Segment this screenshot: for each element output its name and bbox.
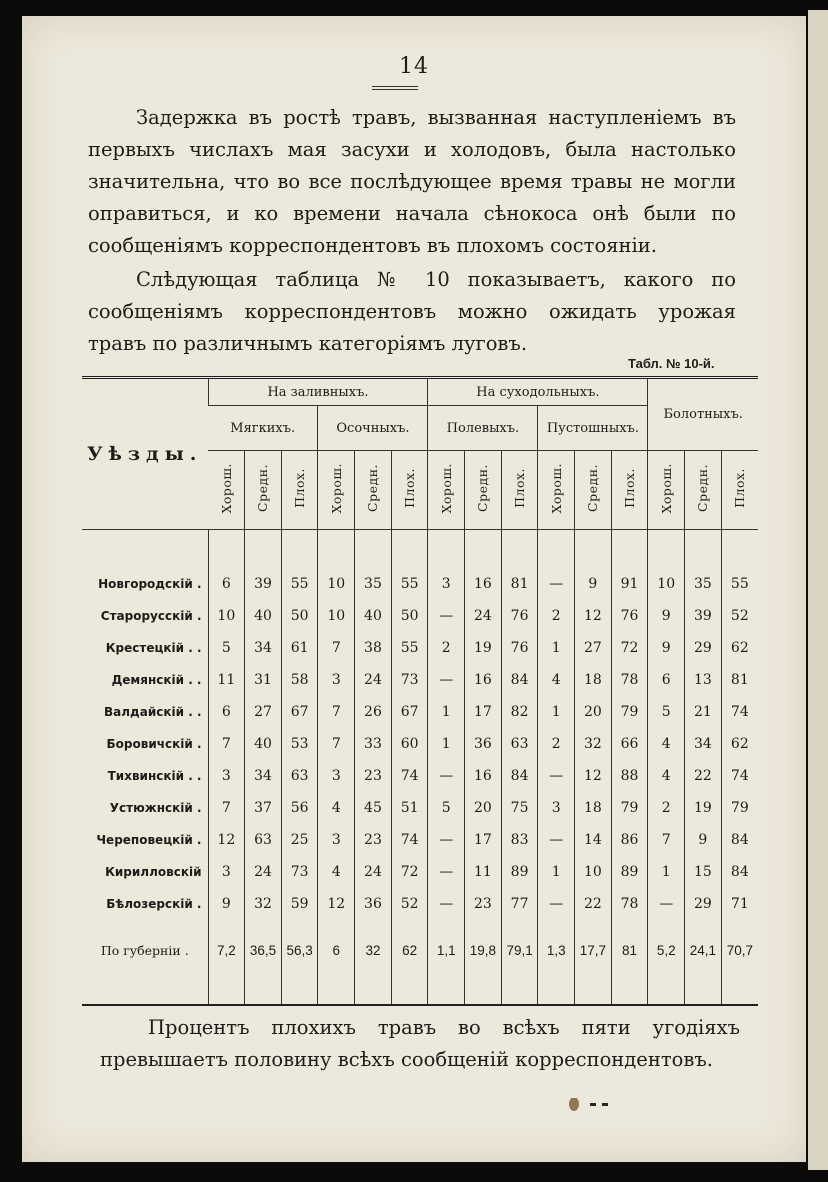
spacer-cell — [685, 980, 722, 1005]
value-cell: 24 — [465, 600, 502, 632]
value-cell: 39 — [245, 568, 282, 600]
value-cell: 88 — [611, 760, 648, 792]
spacer-cell — [355, 980, 392, 1005]
page-number-rule — [372, 86, 418, 90]
spacer-cell — [465, 530, 502, 569]
value-cell: 10 — [318, 600, 355, 632]
value-cell: 74 — [721, 760, 758, 792]
spacer-cell — [281, 530, 318, 569]
value-cell: 10 — [648, 568, 685, 600]
column-label — [355, 451, 392, 530]
spacer-cell — [465, 980, 502, 1005]
spacer-cell — [245, 530, 282, 569]
table-label: Табл. № 10-й. — [628, 356, 715, 371]
spacer-cell — [428, 530, 465, 569]
value-cell: 1 — [538, 632, 575, 664]
value-cell: 6 — [648, 664, 685, 696]
value-cell: 81 — [721, 664, 758, 696]
value-cell: 10 — [318, 568, 355, 600]
spacer-cell — [501, 530, 538, 569]
value-cell: 66 — [611, 728, 648, 760]
value-cell: 67 — [281, 696, 318, 728]
value-cell: 63 — [281, 760, 318, 792]
value-cell: — — [428, 600, 465, 632]
spacer-cell — [611, 980, 648, 1005]
county-name: Боровичскій . — [106, 737, 202, 751]
value-cell: 61 — [281, 632, 318, 664]
paragraph-drought-text: Задержка въ ростѣ травъ, вызванная наступленіемъ въ первыхъ числахъ мая засухи и холодовъ, была настолько значительна, что во все послѣдующее время травы не могли оправиться, и ко времени начала сѣнокоса онѣ были по сообщеніямъ корреспондентовъ въ плохомъ состояніи. — [88, 106, 736, 257]
spacer-cell — [82, 530, 208, 569]
column-label-text: Средн. — [695, 464, 711, 512]
subgroup-header-pustoshnykh: Пустошныхъ. — [538, 406, 648, 451]
county-name: Бѣлозерскій . — [106, 897, 202, 911]
spacer-cell — [721, 980, 758, 1005]
value-cell: 51 — [391, 792, 428, 824]
value-cell: 40 — [245, 728, 282, 760]
value-cell: 76 — [611, 600, 648, 632]
spacer-cell — [208, 530, 245, 569]
value-cell: 18 — [575, 664, 612, 696]
table-row — [82, 664, 758, 696]
value-cell: 37 — [245, 792, 282, 824]
value-cell: 52 — [721, 600, 758, 632]
column-label — [281, 451, 318, 530]
value-cell: 89 — [611, 856, 648, 888]
value-cell: 9 — [208, 888, 245, 920]
table-spacer-row — [82, 530, 758, 569]
value-cell: 4 — [538, 664, 575, 696]
value-cell: 40 — [245, 600, 282, 632]
column-label — [465, 451, 502, 530]
column-label — [538, 451, 575, 530]
value-cell: 23 — [465, 888, 502, 920]
value-cell: 1 — [428, 728, 465, 760]
value-cell: 24 — [355, 664, 392, 696]
value-cell: 15 — [685, 856, 722, 888]
value-cell: — — [428, 888, 465, 920]
value-cell: 62 — [721, 728, 758, 760]
value-cell: 19,8 — [465, 920, 502, 980]
column-label-text: Плох. — [622, 468, 638, 508]
value-cell: 76 — [501, 600, 538, 632]
value-cell: 35 — [685, 568, 722, 600]
value-cell: 5,2 — [648, 920, 685, 980]
county-name: Крестецкій . . — [105, 641, 202, 655]
value-cell: 32 — [245, 888, 282, 920]
county-name: Череповецкій . — [96, 833, 202, 847]
value-cell: 4 — [318, 856, 355, 888]
value-cell: 81 — [501, 568, 538, 600]
column-label — [391, 451, 428, 530]
column-label-text: Плох. — [402, 468, 418, 508]
value-cell: 9 — [575, 568, 612, 600]
column-label — [685, 451, 722, 530]
value-cell: 72 — [391, 856, 428, 888]
subgroup-header-bolotnykh: Болотныхъ. — [648, 378, 758, 451]
county-header: Уѣзды. — [82, 378, 208, 530]
table-row — [82, 600, 758, 632]
value-cell: 5 — [648, 696, 685, 728]
table-row — [82, 760, 758, 792]
value-cell: — — [538, 888, 575, 920]
value-cell: 79 — [611, 792, 648, 824]
value-cell: — — [428, 760, 465, 792]
value-cell: 10 — [208, 600, 245, 632]
table-row — [82, 856, 758, 888]
spacer-cell — [685, 530, 722, 569]
spacer-cell — [538, 530, 575, 569]
value-cell: 26 — [355, 696, 392, 728]
value-cell: 24 — [245, 856, 282, 888]
column-label — [428, 451, 465, 530]
value-cell: 36 — [465, 728, 502, 760]
value-cell: 74 — [391, 824, 428, 856]
table-row — [82, 696, 758, 728]
value-cell: 3 — [318, 824, 355, 856]
value-cell: 72 — [611, 632, 648, 664]
value-cell: 19 — [465, 632, 502, 664]
spacer-cell — [208, 980, 245, 1005]
value-cell: 36,5 — [245, 920, 282, 980]
ink-smudge — [568, 1098, 616, 1112]
column-label-text: Средн. — [365, 464, 381, 512]
value-cell: 70,7 — [721, 920, 758, 980]
spacer-cell — [281, 980, 318, 1005]
county-name: Кирилловскій — [105, 865, 202, 879]
spacer-cell — [245, 980, 282, 1005]
value-cell: 18 — [575, 792, 612, 824]
value-cell: 67 — [391, 696, 428, 728]
value-cell: 27 — [575, 632, 612, 664]
subgroup-header-osochnykh: Осочныхъ. — [318, 406, 428, 451]
value-cell: 19 — [685, 792, 722, 824]
value-cell: 27 — [245, 696, 282, 728]
value-cell: 7 — [208, 792, 245, 824]
value-cell: 53 — [281, 728, 318, 760]
column-label — [245, 451, 282, 530]
group-header-zalivnykh: На заливныхъ. — [208, 378, 428, 406]
county-name: Тихвинскій . . — [107, 769, 202, 783]
column-label-text: Средн. — [255, 464, 271, 512]
value-cell: 82 — [501, 696, 538, 728]
value-cell: 6 — [208, 696, 245, 728]
value-cell: 74 — [721, 696, 758, 728]
value-cell: — — [648, 888, 685, 920]
value-cell: 14 — [575, 824, 612, 856]
value-cell: 5 — [208, 632, 245, 664]
value-cell: 23 — [355, 760, 392, 792]
value-cell: 29 — [685, 888, 722, 920]
value-cell: 84 — [501, 760, 538, 792]
column-label — [611, 451, 648, 530]
value-cell: 16 — [465, 568, 502, 600]
value-cell: 55 — [391, 568, 428, 600]
value-cell: 12 — [208, 824, 245, 856]
value-cell: 4 — [648, 728, 685, 760]
column-label-text: Плох. — [292, 468, 308, 508]
paragraph-conclusion-text: Процентъ плохихъ травъ во всѣхъ пяти угодіяхъ превышаетъ половину всѣхъ сообщеній корреспондентовъ. — [100, 1016, 740, 1071]
table-row — [82, 632, 758, 664]
column-label — [501, 451, 538, 530]
value-cell: 45 — [355, 792, 392, 824]
value-cell: 63 — [501, 728, 538, 760]
value-cell: 7,2 — [208, 920, 245, 980]
value-cell: 17 — [465, 824, 502, 856]
value-cell: 3 — [208, 760, 245, 792]
value-cell: 25 — [281, 824, 318, 856]
table-row — [82, 792, 758, 824]
value-cell: 17,7 — [575, 920, 612, 980]
value-cell: 2 — [538, 600, 575, 632]
value-cell: 3 — [538, 792, 575, 824]
value-cell: — — [428, 856, 465, 888]
value-cell: 10 — [575, 856, 612, 888]
value-cell: 55 — [721, 568, 758, 600]
value-cell: 4 — [318, 792, 355, 824]
value-cell: 1,3 — [538, 920, 575, 980]
value-cell: 62 — [721, 632, 758, 664]
value-cell: 1 — [538, 696, 575, 728]
value-cell: 89 — [501, 856, 538, 888]
value-cell: 6 — [208, 568, 245, 600]
value-cell: 73 — [391, 664, 428, 696]
value-cell: 55 — [281, 568, 318, 600]
value-cell: 35 — [355, 568, 392, 600]
value-cell: 73 — [281, 856, 318, 888]
value-cell: 81 — [611, 920, 648, 980]
value-cell: 86 — [611, 824, 648, 856]
table-row — [82, 568, 758, 600]
subgroup-header-myagkikh: Мягкихъ. — [208, 406, 318, 451]
value-cell: 16 — [465, 760, 502, 792]
value-cell: 2 — [648, 792, 685, 824]
column-label-text: Хорош. — [548, 462, 564, 514]
county-name: Демянскій . . — [111, 673, 202, 687]
value-cell: 2 — [538, 728, 575, 760]
spacer-cell — [538, 980, 575, 1005]
value-cell: 31 — [245, 664, 282, 696]
meadow-yield-table — [82, 376, 758, 1006]
column-label — [208, 451, 245, 530]
value-cell: 7 — [318, 632, 355, 664]
value-cell: 84 — [721, 856, 758, 888]
table-row — [82, 824, 758, 856]
column-label-text: Средн. — [585, 464, 601, 512]
value-cell: 39 — [685, 600, 722, 632]
value-cell: 60 — [391, 728, 428, 760]
value-cell: 12 — [575, 760, 612, 792]
value-cell: 32 — [575, 728, 612, 760]
value-cell: 1 — [428, 696, 465, 728]
column-label — [318, 451, 355, 530]
value-cell: 78 — [611, 888, 648, 920]
value-cell: 13 — [685, 664, 722, 696]
table-body — [82, 530, 758, 1006]
spacer-cell — [575, 530, 612, 569]
value-cell: 11 — [465, 856, 502, 888]
total-row — [82, 920, 758, 980]
value-cell: 23 — [355, 824, 392, 856]
spacer-cell — [428, 980, 465, 1005]
paragraph-table-intro — [88, 264, 736, 360]
value-cell: 20 — [575, 696, 612, 728]
value-cell: 63 — [245, 824, 282, 856]
value-cell: 7 — [208, 728, 245, 760]
value-cell: — — [538, 568, 575, 600]
value-cell: 1,1 — [428, 920, 465, 980]
value-cell: 24 — [355, 856, 392, 888]
spacer-cell — [82, 980, 208, 1005]
value-cell: 33 — [355, 728, 392, 760]
value-cell: 58 — [281, 664, 318, 696]
value-cell: 38 — [355, 632, 392, 664]
county-name: Новгородскій . — [98, 577, 202, 591]
table-row — [82, 728, 758, 760]
spacer-cell — [318, 980, 355, 1005]
value-cell: 3 — [208, 856, 245, 888]
value-cell: 9 — [648, 600, 685, 632]
column-label — [648, 451, 685, 530]
column-label-text: Плох. — [512, 468, 528, 508]
county-name: Устюжнскій . — [109, 801, 202, 815]
value-cell: 84 — [501, 664, 538, 696]
value-cell: — — [428, 824, 465, 856]
value-cell: 1 — [648, 856, 685, 888]
value-cell: 50 — [281, 600, 318, 632]
value-cell: 12 — [575, 600, 612, 632]
value-cell: 79 — [611, 696, 648, 728]
value-cell: 22 — [575, 888, 612, 920]
value-cell: 1 — [538, 856, 575, 888]
value-cell: 16 — [465, 664, 502, 696]
value-cell: 22 — [685, 760, 722, 792]
column-label-text: Хорош. — [438, 462, 454, 514]
column-label — [721, 451, 758, 530]
paragraph-drought — [88, 102, 736, 262]
value-cell: 79 — [721, 792, 758, 824]
value-cell: 56 — [281, 792, 318, 824]
value-cell: 62 — [391, 920, 428, 980]
county-name: По губерніи . — [100, 942, 189, 958]
value-cell: 32 — [355, 920, 392, 980]
value-cell: 40 — [355, 600, 392, 632]
value-cell: 52 — [391, 888, 428, 920]
group-header-sukhodolnykh: На суходольныхъ. — [428, 378, 648, 406]
value-cell: 7 — [648, 824, 685, 856]
value-cell: 34 — [245, 760, 282, 792]
value-cell: 55 — [391, 632, 428, 664]
spacer-cell — [648, 980, 685, 1005]
value-cell: 20 — [465, 792, 502, 824]
value-cell: 36 — [355, 888, 392, 920]
paragraph-table-intro-text: Слѣдующая таблица № 10 показываетъ, какого по сообщеніямъ корреспондентовъ можно ожидать урожая травъ по различнымъ категоріямъ луговъ. — [88, 268, 736, 355]
value-cell: 34 — [685, 728, 722, 760]
value-cell: 21 — [685, 696, 722, 728]
table-spacer-row — [82, 980, 758, 1005]
value-cell: 4 — [648, 760, 685, 792]
value-cell: 29 — [685, 632, 722, 664]
spacer-cell — [575, 980, 612, 1005]
value-cell: 5 — [428, 792, 465, 824]
paragraph-conclusion — [100, 1012, 740, 1076]
next-page-edge — [808, 10, 828, 1170]
spacer-cell — [501, 980, 538, 1005]
spacer-cell — [391, 980, 428, 1005]
value-cell: 3 — [318, 664, 355, 696]
value-cell: 78 — [611, 664, 648, 696]
value-cell: 11 — [208, 664, 245, 696]
value-cell: 17 — [465, 696, 502, 728]
value-cell: 7 — [318, 728, 355, 760]
value-cell: 75 — [501, 792, 538, 824]
value-cell: 79,1 — [501, 920, 538, 980]
column-label — [575, 451, 612, 530]
value-cell: 34 — [245, 632, 282, 664]
value-cell: — — [538, 824, 575, 856]
spacer-cell — [721, 530, 758, 569]
spacer-cell — [355, 530, 392, 569]
value-cell: 77 — [501, 888, 538, 920]
page-number: 14 — [399, 54, 429, 79]
column-label-text: Плох. — [732, 468, 748, 508]
county-name: Валдайскій . . — [104, 705, 202, 719]
column-label-text: Хорош. — [218, 462, 234, 514]
value-cell: 59 — [281, 888, 318, 920]
column-label-text: Средн. — [475, 464, 491, 512]
value-cell: — — [428, 664, 465, 696]
value-cell: 76 — [501, 632, 538, 664]
value-cell: 91 — [611, 568, 648, 600]
value-cell: 50 — [391, 600, 428, 632]
value-cell: 84 — [721, 824, 758, 856]
value-cell: 74 — [391, 760, 428, 792]
county-name: Старорусскій . — [100, 609, 202, 623]
value-cell: 2 — [428, 632, 465, 664]
value-cell: 56,3 — [281, 920, 318, 980]
spacer-cell — [611, 530, 648, 569]
value-cell: 9 — [685, 824, 722, 856]
value-cell: 12 — [318, 888, 355, 920]
value-cell: 24,1 — [685, 920, 722, 980]
value-cell: 83 — [501, 824, 538, 856]
spacer-cell — [648, 530, 685, 569]
value-cell: 6 — [318, 920, 355, 980]
column-label-text: Хорош. — [658, 462, 674, 514]
value-cell: 7 — [318, 696, 355, 728]
spacer-cell — [318, 530, 355, 569]
value-cell: 3 — [318, 760, 355, 792]
column-label-text: Хорош. — [328, 462, 344, 514]
value-cell: 9 — [648, 632, 685, 664]
value-cell: 3 — [428, 568, 465, 600]
table-row — [82, 888, 758, 920]
value-cell: 71 — [721, 888, 758, 920]
subgroup-header-polevykh: Полевыхъ. — [428, 406, 538, 451]
value-cell: — — [538, 760, 575, 792]
spacer-cell — [391, 530, 428, 569]
